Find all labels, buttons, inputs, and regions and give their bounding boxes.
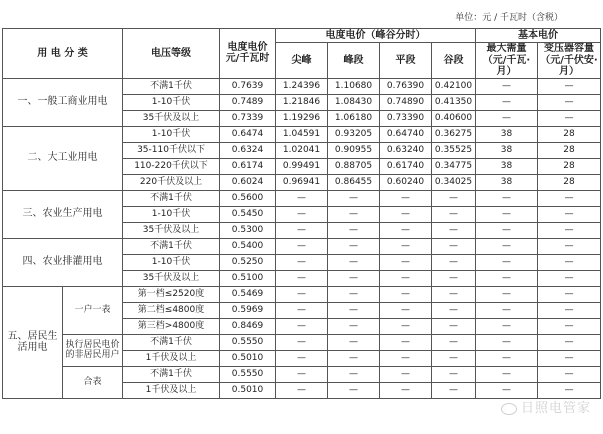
cell-price: 0.5300 [220, 222, 276, 238]
cell-trans: — [538, 382, 601, 398]
cell-valley: — [432, 366, 476, 382]
cell-price: 0.6024 [220, 174, 276, 190]
wechat-icon [501, 403, 517, 415]
cell-valley: — [432, 302, 476, 318]
table-row [3, 78, 601, 94]
cell-sharp: — [276, 366, 328, 382]
cell-flat: — [380, 350, 432, 366]
cell-valley: — [432, 350, 476, 366]
header-degree-price: 电度电价元/千瓦时 [220, 29, 276, 79]
cell-demand: — [476, 238, 538, 254]
cell-price: 0.5010 [220, 382, 276, 398]
cell-peak: — [328, 238, 380, 254]
cell-demand: — [476, 318, 538, 334]
header-transformer: 变压器容量（元/千伏安·月） [538, 43, 601, 79]
cell-price: 0.5450 [220, 206, 276, 222]
unit-note: 单位：元 / 千瓦时（含税） [455, 13, 563, 23]
cell-price: 0.6174 [220, 158, 276, 174]
header-sharp: 尖峰 [276, 43, 328, 79]
header-flat: 平段 [380, 43, 432, 79]
cell-valley: — [432, 238, 476, 254]
cell-trans: — [538, 270, 601, 286]
header-valley: 谷段 [432, 43, 476, 79]
cell-price: 0.5600 [220, 190, 276, 206]
cell-valley: 0.34775 [432, 158, 476, 174]
cell-flat: 0.74890 [380, 94, 432, 110]
cell-voltage: 不满1千伏 [123, 238, 220, 254]
cell-valley: 0.34025 [432, 174, 476, 190]
cell-sharp: — [276, 206, 328, 222]
cell-price: 0.5010 [220, 350, 276, 366]
cell-price: 0.7489 [220, 94, 276, 110]
cell-peak: 0.86455 [328, 174, 380, 190]
cell-valley: — [432, 206, 476, 222]
cell-flat: 0.61740 [380, 158, 432, 174]
cell-demand: — [476, 222, 538, 238]
cell-demand: — [476, 334, 538, 350]
cell-valley: 0.35525 [432, 142, 476, 158]
cell-valley: 0.36275 [432, 126, 476, 142]
header-basic: 基本电价 [476, 29, 601, 43]
cell-sharp: — [276, 334, 328, 350]
cell-price: 0.6474 [220, 126, 276, 142]
cell-valley: — [432, 190, 476, 206]
tariff-table [2, 28, 601, 399]
cell-trans: — [538, 78, 601, 94]
cell-trans: — [538, 94, 601, 110]
cell-flat: — [380, 206, 432, 222]
cell-voltage: 35-110千伏以下 [123, 142, 220, 158]
cell-flat: — [380, 222, 432, 238]
cell-flat: 0.63240 [380, 142, 432, 158]
cell-demand: — [476, 110, 538, 126]
cell-valley: — [432, 318, 476, 334]
cell-valley: — [432, 334, 476, 350]
cell-peak: — [328, 318, 380, 334]
category-cell: 一、一般工商业用电 [3, 78, 123, 126]
cell-valley: 0.41350 [432, 94, 476, 110]
cell-sharp: 1.04591 [276, 126, 328, 142]
cell-price: 0.5100 [220, 270, 276, 286]
cell-price: 0.7339 [220, 110, 276, 126]
cell-valley: — [432, 222, 476, 238]
cell-sharp: — [276, 270, 328, 286]
cell-demand: — [476, 350, 538, 366]
cell-demand: 38 [476, 174, 538, 190]
cell-valley: 0.42100 [432, 78, 476, 94]
subcategory-cell: 执行居民电价的非居民用户 [63, 334, 123, 366]
cell-demand: — [476, 78, 538, 94]
cell-price: 0.5250 [220, 254, 276, 270]
cell-flat: 0.64740 [380, 126, 432, 142]
cell-peak: — [328, 302, 380, 318]
cell-trans: 28 [538, 158, 601, 174]
cell-trans: — [538, 110, 601, 126]
cell-trans: — [538, 222, 601, 238]
cell-peak: — [328, 350, 380, 366]
cell-flat: — [380, 302, 432, 318]
cell-demand: — [476, 94, 538, 110]
cell-sharp: 0.96941 [276, 174, 328, 190]
cell-peak: — [328, 206, 380, 222]
cell-sharp: 1.24396 [276, 78, 328, 94]
cell-flat: — [380, 238, 432, 254]
cell-voltage: 不满1千伏 [123, 366, 220, 382]
table-row [3, 286, 601, 302]
table-row [3, 366, 601, 382]
cell-trans: 28 [538, 126, 601, 142]
cell-voltage: 220千伏及以上 [123, 174, 220, 190]
cell-valley: 0.40600 [432, 110, 476, 126]
cell-trans: — [538, 190, 601, 206]
cell-sharp: 1.19296 [276, 110, 328, 126]
cell-sharp: — [276, 190, 328, 206]
cell-sharp: — [276, 254, 328, 270]
cell-price: 0.7639 [220, 78, 276, 94]
header-peak: 峰段 [328, 43, 380, 79]
cell-flat: — [380, 190, 432, 206]
cell-price: 0.5400 [220, 238, 276, 254]
cell-flat: — [380, 318, 432, 334]
cell-sharp: — [276, 286, 328, 302]
cell-voltage: 1千伏及以上 [123, 350, 220, 366]
category-cell: 五、居民生活用电 [3, 286, 63, 398]
cell-price: 0.5550 [220, 366, 276, 382]
cell-sharp: — [276, 238, 328, 254]
cell-trans: — [538, 318, 601, 334]
cell-voltage: 1-10千伏 [123, 206, 220, 222]
cell-voltage: 第三档>4800度 [123, 318, 220, 334]
cell-flat: — [380, 254, 432, 270]
cell-sharp: 1.02041 [276, 142, 328, 158]
cell-voltage: 110-220千伏以下 [123, 158, 220, 174]
category-cell: 二、大工业用电 [3, 126, 123, 190]
cell-demand: — [476, 366, 538, 382]
cell-trans: — [538, 350, 601, 366]
cell-valley: — [432, 254, 476, 270]
cell-flat: 0.73390 [380, 110, 432, 126]
cell-peak: — [328, 254, 380, 270]
cell-demand: — [476, 254, 538, 270]
cell-sharp: — [276, 302, 328, 318]
cell-voltage: 第二档≤4800度 [123, 302, 220, 318]
cell-peak: 0.90955 [328, 142, 380, 158]
cell-demand: — [476, 302, 538, 318]
cell-voltage: 不满1千伏 [123, 78, 220, 94]
cell-price: 0.8469 [220, 318, 276, 334]
table-row [3, 334, 601, 350]
cell-flat: — [380, 366, 432, 382]
cell-flat: — [380, 382, 432, 398]
cell-trans: 28 [538, 142, 601, 158]
cell-peak: — [328, 286, 380, 302]
cell-demand: 38 [476, 142, 538, 158]
cell-demand: 38 [476, 126, 538, 142]
header-max-demand: 最大需量（元/千瓦·月） [476, 43, 538, 79]
cell-valley: — [432, 286, 476, 302]
cell-peak: 0.93205 [328, 126, 380, 142]
cell-trans: — [538, 206, 601, 222]
cell-trans: 28 [538, 174, 601, 190]
cell-trans: — [538, 254, 601, 270]
cell-voltage: 1-10千伏 [123, 126, 220, 142]
cell-demand: — [476, 190, 538, 206]
header-tou: 电度电价（峰谷分时） [276, 29, 476, 43]
cell-voltage: 第一档≤2520度 [123, 286, 220, 302]
cell-voltage: 35千伏及以上 [123, 222, 220, 238]
cell-trans: — [538, 302, 601, 318]
cell-trans: — [538, 334, 601, 350]
category-cell: 三、农业生产用电 [3, 190, 123, 238]
cell-peak: 0.88705 [328, 158, 380, 174]
cell-sharp: — [276, 382, 328, 398]
cell-voltage: 35千伏及以上 [123, 110, 220, 126]
cell-sharp: — [276, 222, 328, 238]
cell-peak: — [328, 334, 380, 350]
cell-trans: — [538, 286, 601, 302]
cell-voltage: 1千伏及以上 [123, 382, 220, 398]
cell-voltage: 1-10千伏 [123, 254, 220, 270]
cell-price: 0.6324 [220, 142, 276, 158]
watermark [501, 397, 591, 416]
cell-peak: 1.10680 [328, 78, 380, 94]
cell-peak: 1.08430 [328, 94, 380, 110]
cell-voltage: 1-10千伏 [123, 94, 220, 110]
cell-price: 0.5469 [220, 286, 276, 302]
header-voltage: 电压等级 [123, 29, 220, 79]
table-row [3, 238, 601, 254]
cell-demand: — [476, 382, 538, 398]
cell-demand: — [476, 286, 538, 302]
cell-peak: — [328, 382, 380, 398]
cell-voltage: 35千伏及以上 [123, 270, 220, 286]
cell-peak: — [328, 222, 380, 238]
cell-flat: — [380, 270, 432, 286]
table-row [3, 190, 601, 206]
cell-demand: — [476, 206, 538, 222]
cell-demand: — [476, 270, 538, 286]
cell-flat: — [380, 334, 432, 350]
cell-sharp: 0.99491 [276, 158, 328, 174]
subcategory-cell: 一户一表 [63, 286, 123, 334]
cell-price: 0.5969 [220, 302, 276, 318]
cell-peak: — [328, 190, 380, 206]
watermark-text: 日照电管家 [520, 401, 591, 416]
cell-sharp: — [276, 350, 328, 366]
cell-valley: — [432, 270, 476, 286]
cell-peak: 1.06180 [328, 110, 380, 126]
cell-voltage: 不满1千伏 [123, 190, 220, 206]
cell-valley: — [432, 382, 476, 398]
cell-voltage: 不满1千伏 [123, 334, 220, 350]
cell-sharp: 1.21846 [276, 94, 328, 110]
table-row [3, 126, 601, 142]
category-cell: 四、农业排灌用电 [3, 238, 123, 286]
cell-trans: — [538, 238, 601, 254]
cell-demand: 38 [476, 158, 538, 174]
subcategory-cell: 合表 [63, 366, 123, 398]
cell-trans: — [538, 366, 601, 382]
cell-sharp: — [276, 318, 328, 334]
header-category: 用 电 分 类 [3, 29, 123, 79]
cell-peak: — [328, 366, 380, 382]
cell-flat: — [380, 286, 432, 302]
cell-price: 0.5550 [220, 334, 276, 350]
cell-flat: 0.60240 [380, 174, 432, 190]
cell-peak: — [328, 270, 380, 286]
cell-flat: 0.76390 [380, 78, 432, 94]
